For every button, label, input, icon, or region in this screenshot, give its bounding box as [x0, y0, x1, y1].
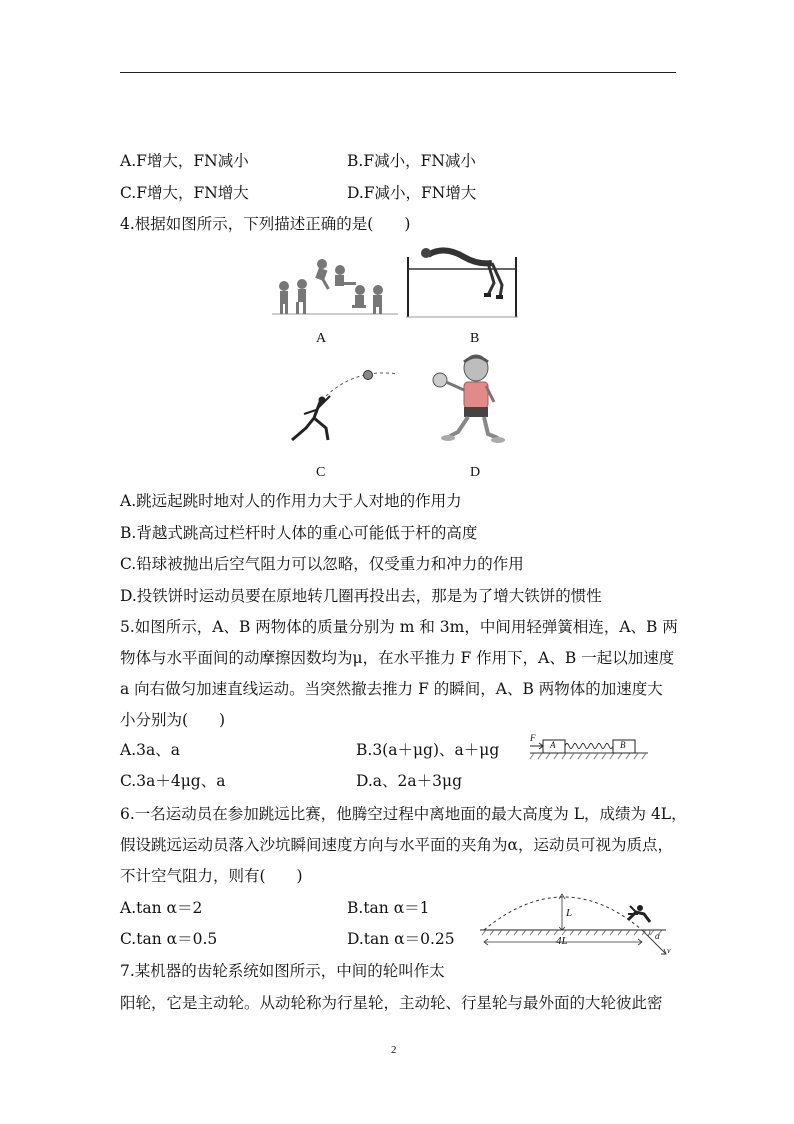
- q6-stem-line-1: 6.一名运动员在参加跳远比赛，他腾空过程中离地面的最大高度为 L，成绩为 4L，: [120, 805, 687, 823]
- q4-stem: 4.根据如图所示，下列描述正确的是( ): [120, 215, 411, 233]
- q5-option-b: B.3(a＋μg)、a＋μg: [356, 741, 500, 759]
- q6-figure-label-distance: 4L: [556, 935, 568, 947]
- q6-option-b: B.tan α＝1: [347, 899, 430, 917]
- header-rule: [120, 72, 676, 73]
- q4-option-b: B.背越式跳高过栏杆时人体的重心可能低于杆的高度: [120, 524, 478, 542]
- q4-figure-d-discus: [428, 352, 508, 444]
- q4-figure-d-label: D: [470, 465, 481, 480]
- q5-figure-label-b: B: [620, 740, 626, 750]
- q4-figure-b-high-jump: [404, 243, 520, 319]
- q6-option-c: C.tan α＝0.5: [120, 930, 218, 948]
- q6-option-d: D.tan α＝0.25: [347, 930, 455, 948]
- q3-option-c: C.F增大，FN增大: [120, 184, 249, 202]
- q5-figure-label-a: A: [550, 740, 556, 750]
- q4-option-a: A.跳远起跳时地对人的作用力大于人对地的作用力: [120, 492, 462, 510]
- q5-figure-label-f: F: [530, 733, 536, 743]
- q4-figure-a-long-jump: [272, 256, 398, 318]
- q5-stem-line-2: 物体与水平面间的动摩擦因数均为μ，在水平推力 F 作用下，A、B 一起以加速度: [120, 649, 675, 667]
- q4-figure-c-label: C: [316, 465, 326, 480]
- q3-option-b: B.F减小，FN减小: [347, 152, 476, 170]
- q7-stem-line-1: 7.某机器的齿轮系统如图所示，中间的轮叫作太: [120, 962, 445, 980]
- q4-figure-b-label: B: [470, 331, 480, 346]
- q4-figure-c-shot-put: [286, 362, 416, 444]
- q4-figure-a-label: A: [316, 331, 327, 346]
- q4-option-d: D.投铁饼时运动员要在原地转几圈再投出去，那是为了增大铁饼的惯性: [120, 587, 602, 605]
- q3-option-a: A.F增大，FN减小: [120, 152, 249, 170]
- q5-stem-line-3: a 向右做匀加速直线运动。当突然撤去推力 F 的瞬间，A、B 两物体的加速度大: [120, 680, 663, 698]
- q5-stem-line-1: 5.如图所示，A、B 两物体的质量分别为 m 和 3m，中间用轻弹簧相连，A、B 两: [120, 618, 678, 636]
- q6-stem-line-3: 不计空气阻力，则有( ): [120, 867, 303, 885]
- q5-figure-blocks-spring: [528, 735, 650, 761]
- q5-stem-line-4: 小分别为( ): [120, 711, 226, 729]
- q6-stem-line-2: 假设跳远运动员落入沙坑瞬间速度方向与水平面的夹角为α，运动员可视为质点，: [120, 836, 673, 854]
- q5-option-d: D.a、2a＋3μg: [356, 772, 463, 790]
- q4-option-c: C.铅球被抛出后空气阻力可以忽略，仅受重力和冲力的作用: [120, 555, 524, 573]
- q6-figure-label-angle: α: [655, 931, 660, 941]
- q5-option-c: C.3a＋4μg、a: [120, 772, 226, 790]
- q6-figure-label-velocity: v: [667, 946, 671, 955]
- q7-stem-line-2: 阳轮，它是主动轮。从动轮称为行星轮，主动轮、行星轮与最外面的大轮彼此密: [120, 994, 663, 1012]
- q6-option-a: A.tan α＝2: [120, 899, 203, 917]
- q6-figure-trajectory: [478, 884, 674, 958]
- q5-option-a: A.3a、a: [120, 741, 180, 759]
- page-number: 2: [391, 1044, 397, 1056]
- q6-figure-label-height: L: [566, 907, 573, 919]
- q3-option-d: D.F减小，FN增大: [347, 184, 477, 202]
